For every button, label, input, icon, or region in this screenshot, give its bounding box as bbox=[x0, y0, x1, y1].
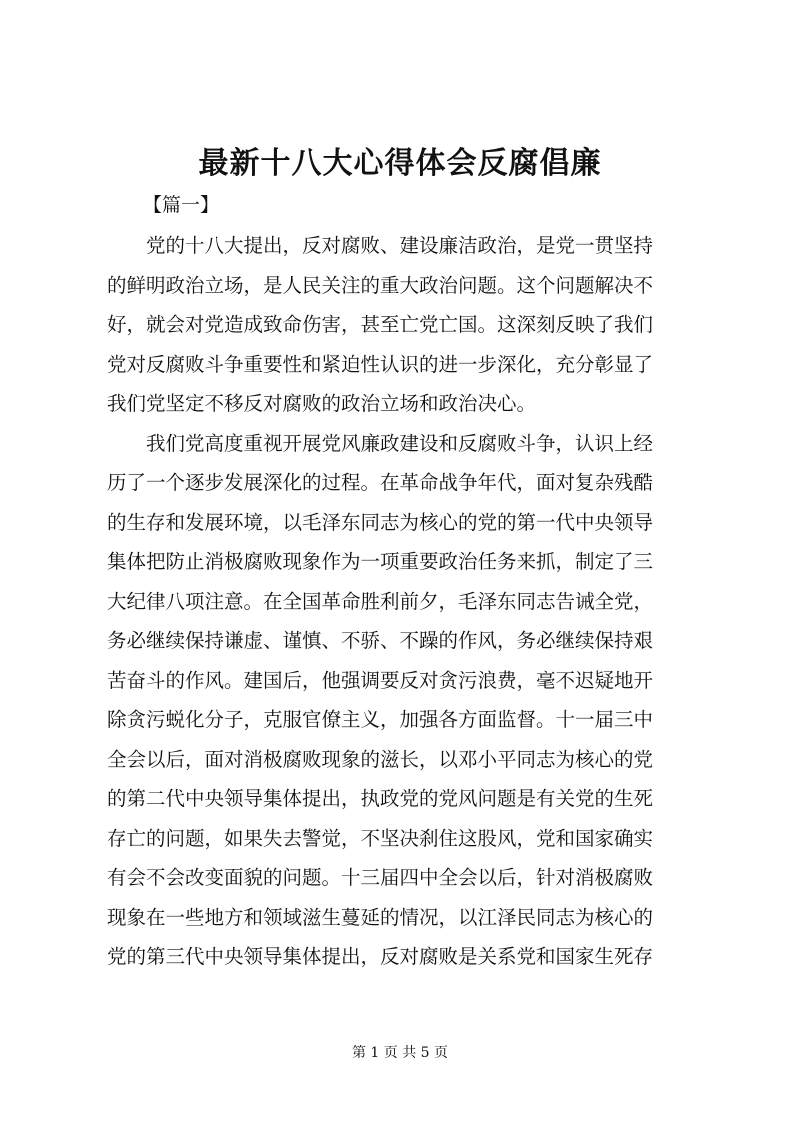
body-line: 务必继续保持谦虚、谨慎、不骄、不躁的作风，务必继续保持艰 bbox=[107, 629, 654, 652]
body-line: 我们党坚定不移反对腐败的政治立场和政治决心。 bbox=[107, 392, 537, 415]
page-footer: 第 1 页 共 5 页 bbox=[351, 1045, 449, 1061]
body-line: 除贪污蜕化分子，克服官僚主义，加强各方面监督。十一届三中 bbox=[107, 708, 654, 731]
document-body bbox=[107, 226, 693, 977]
body-line: 存亡的问题，如果失去警觉，不坚决刹住这股风，党和国家确实 bbox=[107, 826, 654, 850]
document-title: 最新十八大心得体会反腐倡廉 bbox=[198, 146, 602, 181]
body-line: 的鲜明政治立场，是人民关注的重大政治问题。这个问题解决不 bbox=[107, 273, 654, 297]
body-line: 有会不会改变面貌的问题。十三届四中全会以后，针对消极腐败 bbox=[107, 866, 654, 889]
body-line: 党的十八大提出，反对腐败、建设廉洁政治，是党一贯坚持 bbox=[107, 234, 654, 257]
body-line: 的第二代中央领导集体提出，执政党的党风问题是有关党的生死 bbox=[107, 787, 654, 810]
section-label: 【篇一】 bbox=[143, 194, 220, 216]
body-line: 我们党高度重视开展党风廉政建设和反腐败斗争，认识上经 bbox=[107, 431, 654, 455]
body-line: 历了一个逐步发展深化的过程。在革命战争年代，面对复杂残酷 bbox=[107, 471, 654, 494]
body-line: 苦奋斗的作风。建国后，他强调要反对贪污浪费，毫不迟疑地开 bbox=[107, 668, 654, 692]
body-line: 好，就会对党造成致命伤害，甚至亡党亡国。这深刻反映了我们 bbox=[107, 313, 654, 336]
body-line: 集体把防止消极腐败现象作为一项重要政治任务来抓，制定了三 bbox=[107, 550, 654, 573]
body-line: 的生存和发展环境，以毛泽东同志为核心的党的第一代中央领导 bbox=[107, 510, 654, 534]
body-line: 大纪律八项注意。在全国革命胜利前夕，毛泽东同志告诫全党， bbox=[107, 589, 654, 613]
body-line: 全会以后，面对消极腐败现象的滋长，以邓小平同志为核心的党 bbox=[107, 747, 654, 771]
body-line: 党对反腐败斗争重要性和紧迫性认识的进一步深化，充分彰显了 bbox=[107, 352, 654, 376]
body-line: 党的第三代中央领导集体提出，反对腐败是关系党和国家生死存 bbox=[107, 945, 654, 968]
body-line: 现象在一些地方和领域滋生蔓延的情况，以江泽民同志为核心的 bbox=[107, 905, 654, 929]
